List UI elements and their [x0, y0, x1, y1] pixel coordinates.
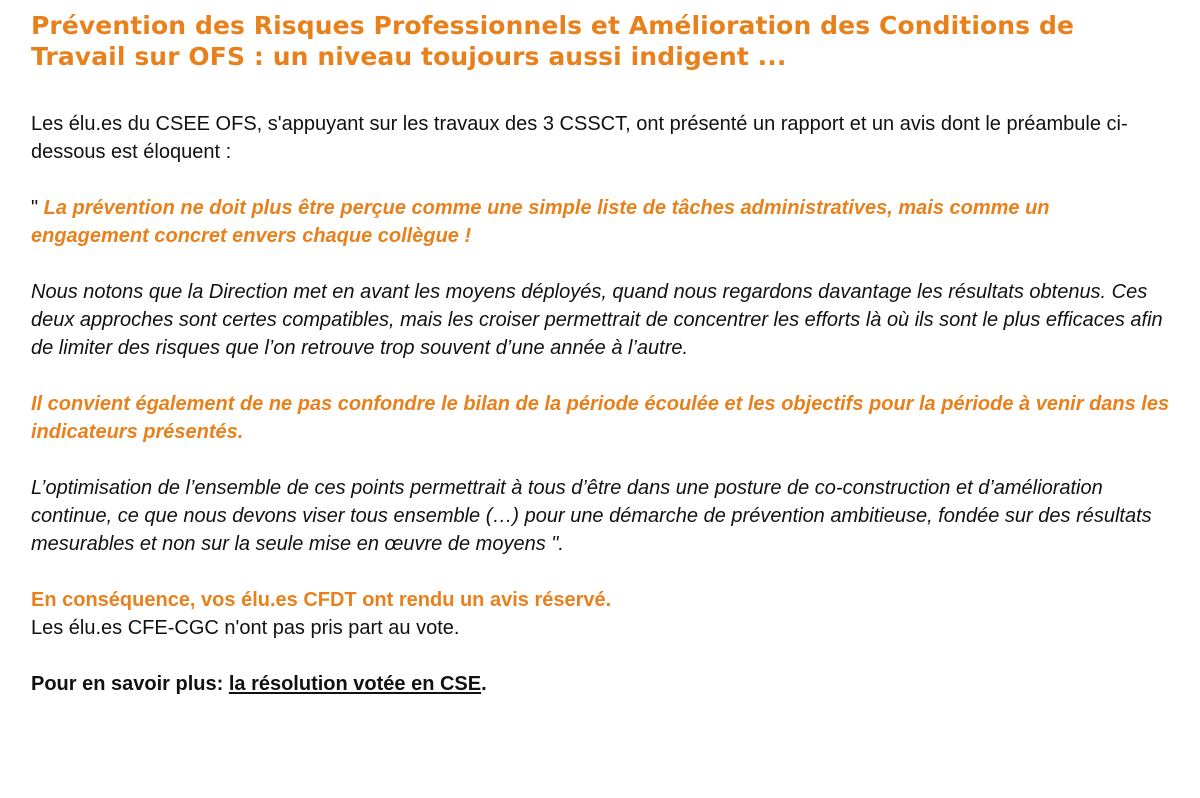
more-info-suffix: . [481, 673, 487, 695]
conclusion-cfe-cgc: Les élu.es CFE-CGC n'ont pas pris part au vote. [31, 617, 460, 639]
quote-highlight-paragraph [31, 194, 1171, 250]
more-info-prefix: Pour en savoir plus: [31, 673, 229, 695]
quote-open-mark: " [31, 197, 44, 219]
conclusion-block [31, 586, 1171, 642]
convient-paragraph: Il convient également de ne pas confondre le bilan de la période écoulée et les objectifs pour la période à venir dans les indicateurs présentés. [31, 393, 1170, 443]
intro-paragraph: Les élu.es du CSEE OFS, s'appuyant sur les travaux des 3 CSSCT, ont présenté un rapport et un avis dont le préambule ci-dessous est éloquent : [31, 113, 1128, 163]
optimisation-paragraph: L’optimisation de l’ensemble de ces points permettrait à tous d’être dans une posture de co-construction et d’amélioration continue, ce que nous devons viser tous ensemble (…) pour une démarche de prévention ambitieuse, fondée sur des résultats mesurables et non sur la seule mise en œuvre de moyens ". [31, 477, 1152, 555]
article [31, 10, 1171, 698]
resolution-link[interactable]: la résolution votée en CSE [228, 673, 482, 695]
more-info-line [31, 670, 1171, 698]
article-title: Prévention des Risques Professionnels et Amélioration des Conditions de Travail sur OFS : un niveau toujours aussi indigent ... [31, 11, 1075, 71]
conclusion-cfdt: En conséquence, vos élu.es CFDT ont rendu un avis réservé. [31, 589, 612, 611]
quote-highlight-text: La prévention ne doit plus être perçue comme une simple liste de tâches administratives, mais comme un engagement concret envers chaque collègue ! [31, 197, 1050, 247]
notons-paragraph: Nous notons que la Direction met en avant les moyens déployés, quand nous regardons davantage les résultats obtenus. Ces deux approches sont certes compatibles, mais les croiser permettrait de concentrer les efforts là où ils sont le plus efficaces afin de limiter des risques que l’on retrouve trop souvent d’une année à l’autre. [31, 281, 1163, 359]
